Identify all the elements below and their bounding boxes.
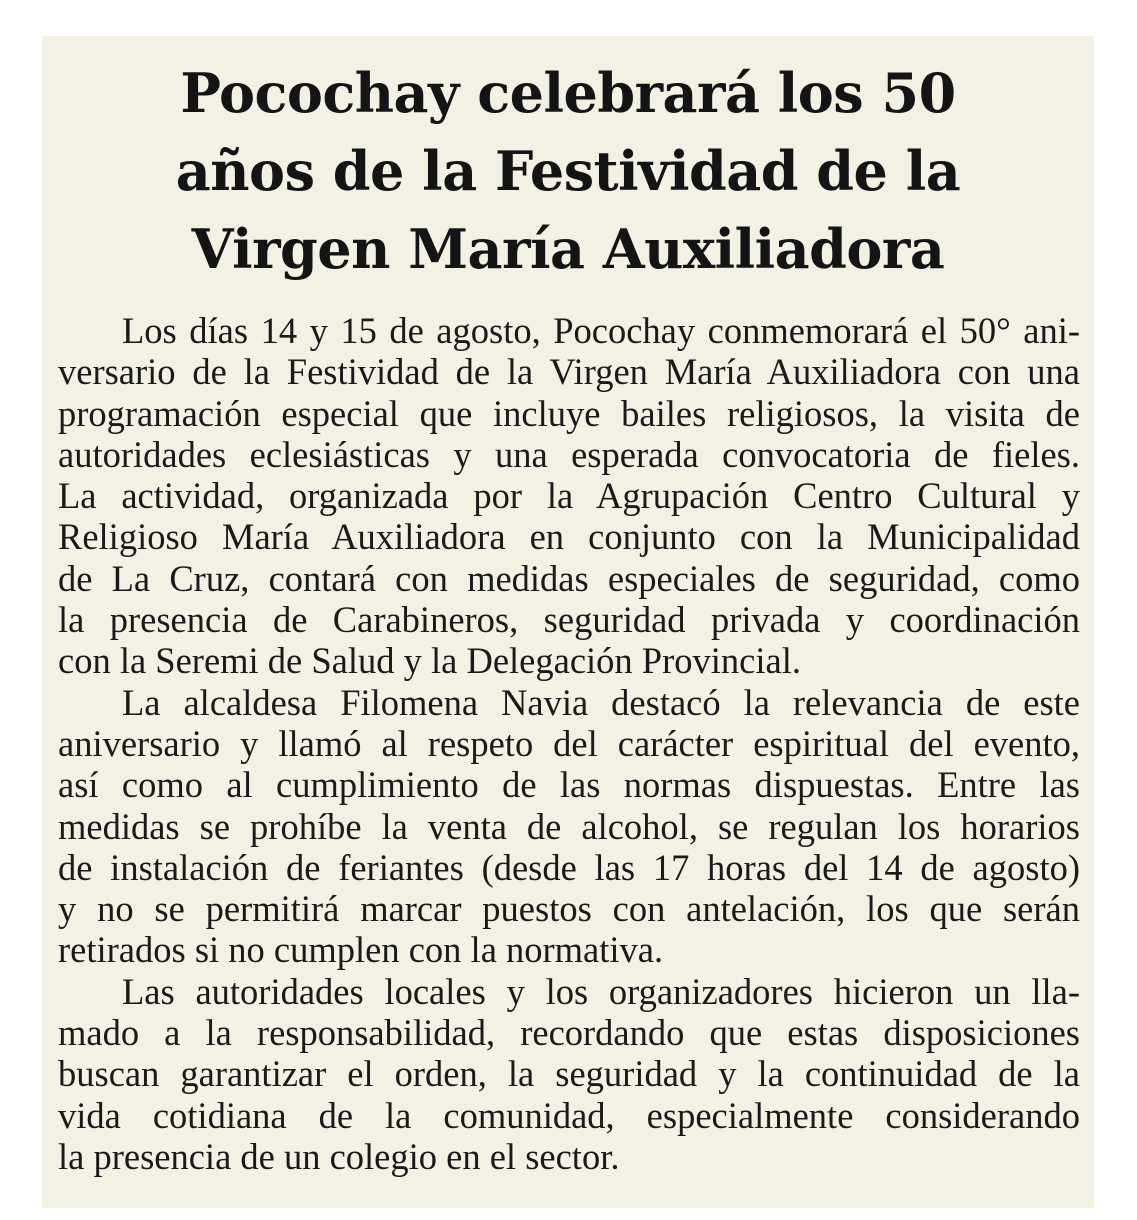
- body-line: y no se permitirá marcar puestos con antelación, los que serán: [58, 888, 1080, 930]
- body-line: La alcaldesa Filomena Navia destacó la relevancia de este: [122, 681, 1080, 723]
- paragraph-2: [58, 682, 1080, 971]
- body-line: versario de la Festividad de la Virgen María Auxiliadora con una: [58, 351, 1080, 393]
- body-line: autoridades eclesiásticas y una esperada convocatoria de fieles.: [58, 433, 1080, 475]
- paragraph-1: [58, 310, 1080, 682]
- body-line: la presencia de un colegio en el sector.: [58, 1135, 620, 1177]
- body-line: con la Seremi de Salud y la Delegación Provincial.: [58, 640, 801, 682]
- body-line: La actividad, organizada por la Agrupación Centro Cultural y: [58, 475, 1080, 517]
- body-line: de instalación de feriantes (desde las 17 horas del 14 de agosto): [58, 846, 1080, 888]
- body-line: retirados si no cumplen con la normativa.: [58, 929, 664, 971]
- newspaper-clipping: [42, 36, 1094, 1208]
- article-body: [58, 310, 1080, 1177]
- body-line: vida cotidiana de la comunidad, especialmente considerando: [58, 1094, 1080, 1136]
- body-line: Las autoridades locales y los organizadores hicieron un lla-: [122, 970, 1080, 1012]
- body-line: así como al cumplimiento de las normas dispuestas. Entre las: [58, 764, 1080, 806]
- headline-line: Pocochay celebrará los 50: [180, 61, 956, 125]
- headline-line: Virgen María Auxiliadora: [191, 217, 945, 281]
- body-line: medidas se prohíbe la venta de alcohol, se regulan los horarios: [58, 805, 1080, 847]
- body-line: la presencia de Carabineros, seguridad privada y coordinación: [58, 599, 1080, 641]
- headline: [42, 54, 1094, 288]
- body-line: aniversario y llamó al respeto del carácter espiritual del evento,: [58, 722, 1080, 764]
- headline-line: años de la Festividad de la: [175, 139, 961, 203]
- body-line: Los días 14 y 15 de agosto, Pocochay conmemorará el 50° ani-: [122, 310, 1080, 351]
- paragraph-3: [58, 971, 1080, 1177]
- body-line: programación especial que incluye bailes religiosos, la visita de: [58, 392, 1080, 434]
- body-line: de La Cruz, contará con medidas especiales de seguridad, como: [58, 557, 1080, 599]
- body-line: mado a la responsabilidad, recordando que estas disposiciones: [58, 1012, 1080, 1054]
- body-line: buscan garantizar el orden, la seguridad y la continuidad de la: [58, 1053, 1080, 1095]
- body-line: Religioso María Auxiliadora en conjunto con la Municipalidad: [58, 516, 1080, 558]
